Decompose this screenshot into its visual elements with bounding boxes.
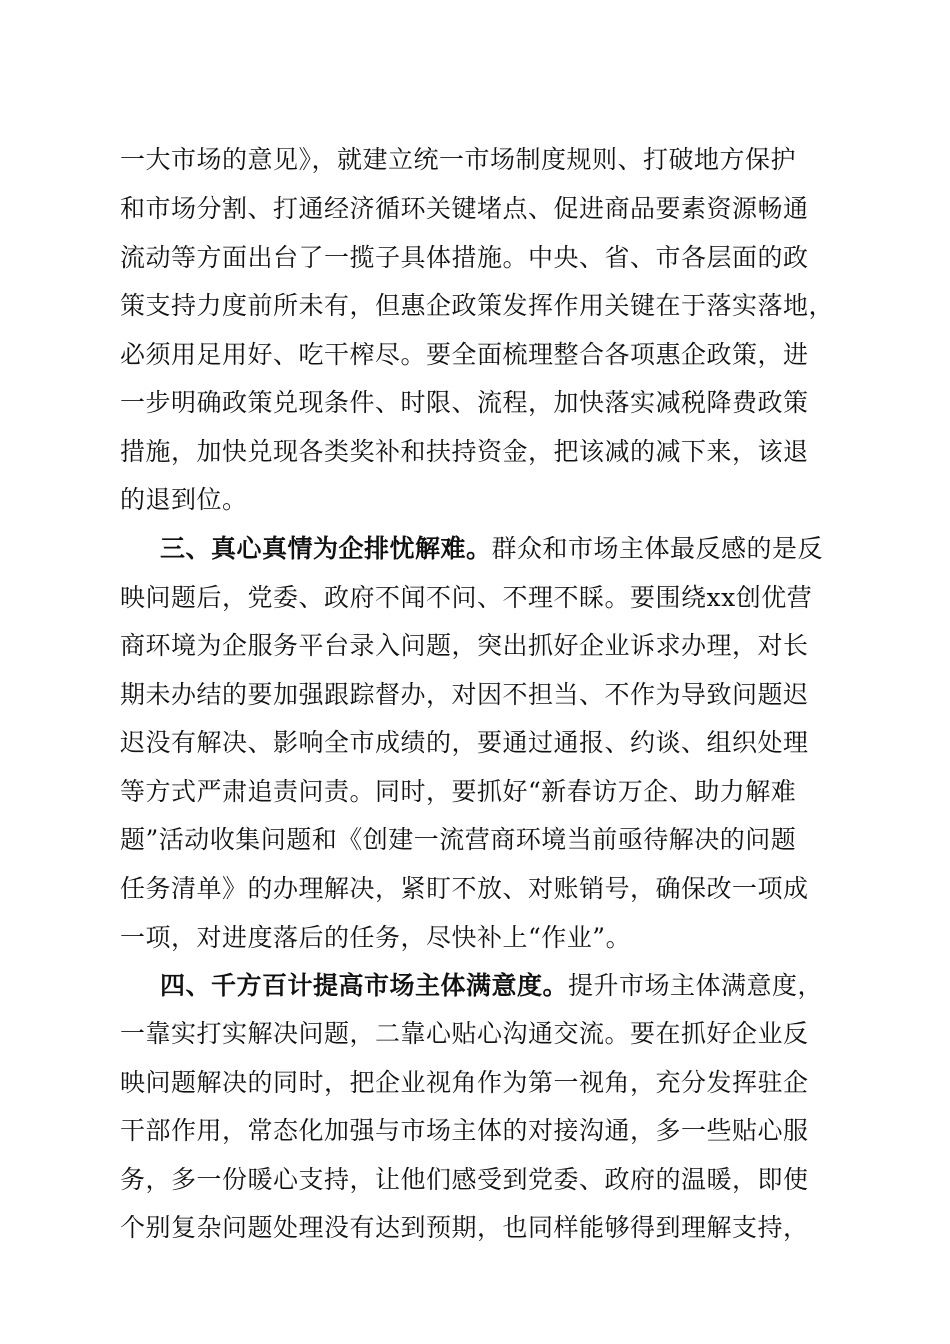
- section-4-first-line-text: 提升市场主体满意度，: [568, 971, 824, 1000]
- section-4-heading: 四、千方百计提高市场主体满意度。: [160, 971, 569, 1000]
- section-3-first-line-text: 群众和市场主体最反感的是反: [491, 534, 824, 563]
- text-line: 映问题解决的同时，把企业视角作为第一视角，充分发挥驻企: [120, 1068, 809, 1097]
- text-line: 措施，加快兑现各类奖补和扶持资金，把该减的减下来，该退: [120, 437, 809, 466]
- section-3-first-line: [160, 529, 832, 569]
- text-line: 干部作用，常态化加强与市场主体的对接沟通，多一些贴心服: [120, 1116, 809, 1145]
- text-line: 一项，对进度落后的任务，尽快补上“作业”。: [120, 923, 632, 952]
- text-line: 映问题后，党委、政府不闻不问、不理不睬。要围绕xx创优营: [120, 583, 813, 612]
- text-line: 和市场分割、打通经济循环关键堵点、促进商品要素资源畅通: [120, 194, 809, 223]
- text-line: 任务清单》的办理解决，紧盯不放、对账销号，确保改一项成: [120, 874, 809, 903]
- text-line: 一大市场的意见》，就建立统一市场制度规则、打破地方保护: [120, 145, 797, 174]
- text-line: 必须用足用好、吃干榨尽。要全面梳理整合各项惠企政策，进: [120, 340, 809, 369]
- text-line: 迟没有解决、影响全市成绩的，要通过通报、约谈、组织处理: [120, 728, 809, 757]
- text-line: 务，多一份暖心支持，让他们感受到党委、政府的温暖，即使: [120, 1165, 809, 1194]
- text-line: 商环境为企服务平台录入问题，突出抓好企业诉求办理，对长: [120, 631, 809, 660]
- section-3-heading: 三、真心真情为企排忧解难。: [160, 534, 492, 563]
- text-line: 期未办结的要加强跟踪督办，对因不担当、不作为导致问题迟: [120, 680, 809, 709]
- text-line: 流动等方面出台了一揽子具体措施。中央、省、市各层面的政: [120, 243, 809, 272]
- text-line: 一靠实打实解决问题，二靠心贴心沟通交流。要在抓好企业反: [120, 1019, 809, 1048]
- text-line: 策支持力度前所未有，但惠企政策发挥作用关键在于落实落地，: [120, 291, 835, 320]
- text-line: 个别复杂问题处理没有达到预期，也同样能够得到理解支持，: [120, 1213, 809, 1242]
- text-line: 等方式严肃追责问责。同时，要抓好“新春访万企、助力解难: [120, 777, 797, 806]
- text-line: 题”活动收集问题和《创建一流营商环境当前亟待解决的问题: [120, 825, 797, 854]
- text-line: 的退到位。: [120, 485, 248, 514]
- text-line: 一步明确政策兑现条件、时限、流程，加快落实减税降费政策: [120, 388, 809, 417]
- section-4-first-line: [160, 966, 832, 1006]
